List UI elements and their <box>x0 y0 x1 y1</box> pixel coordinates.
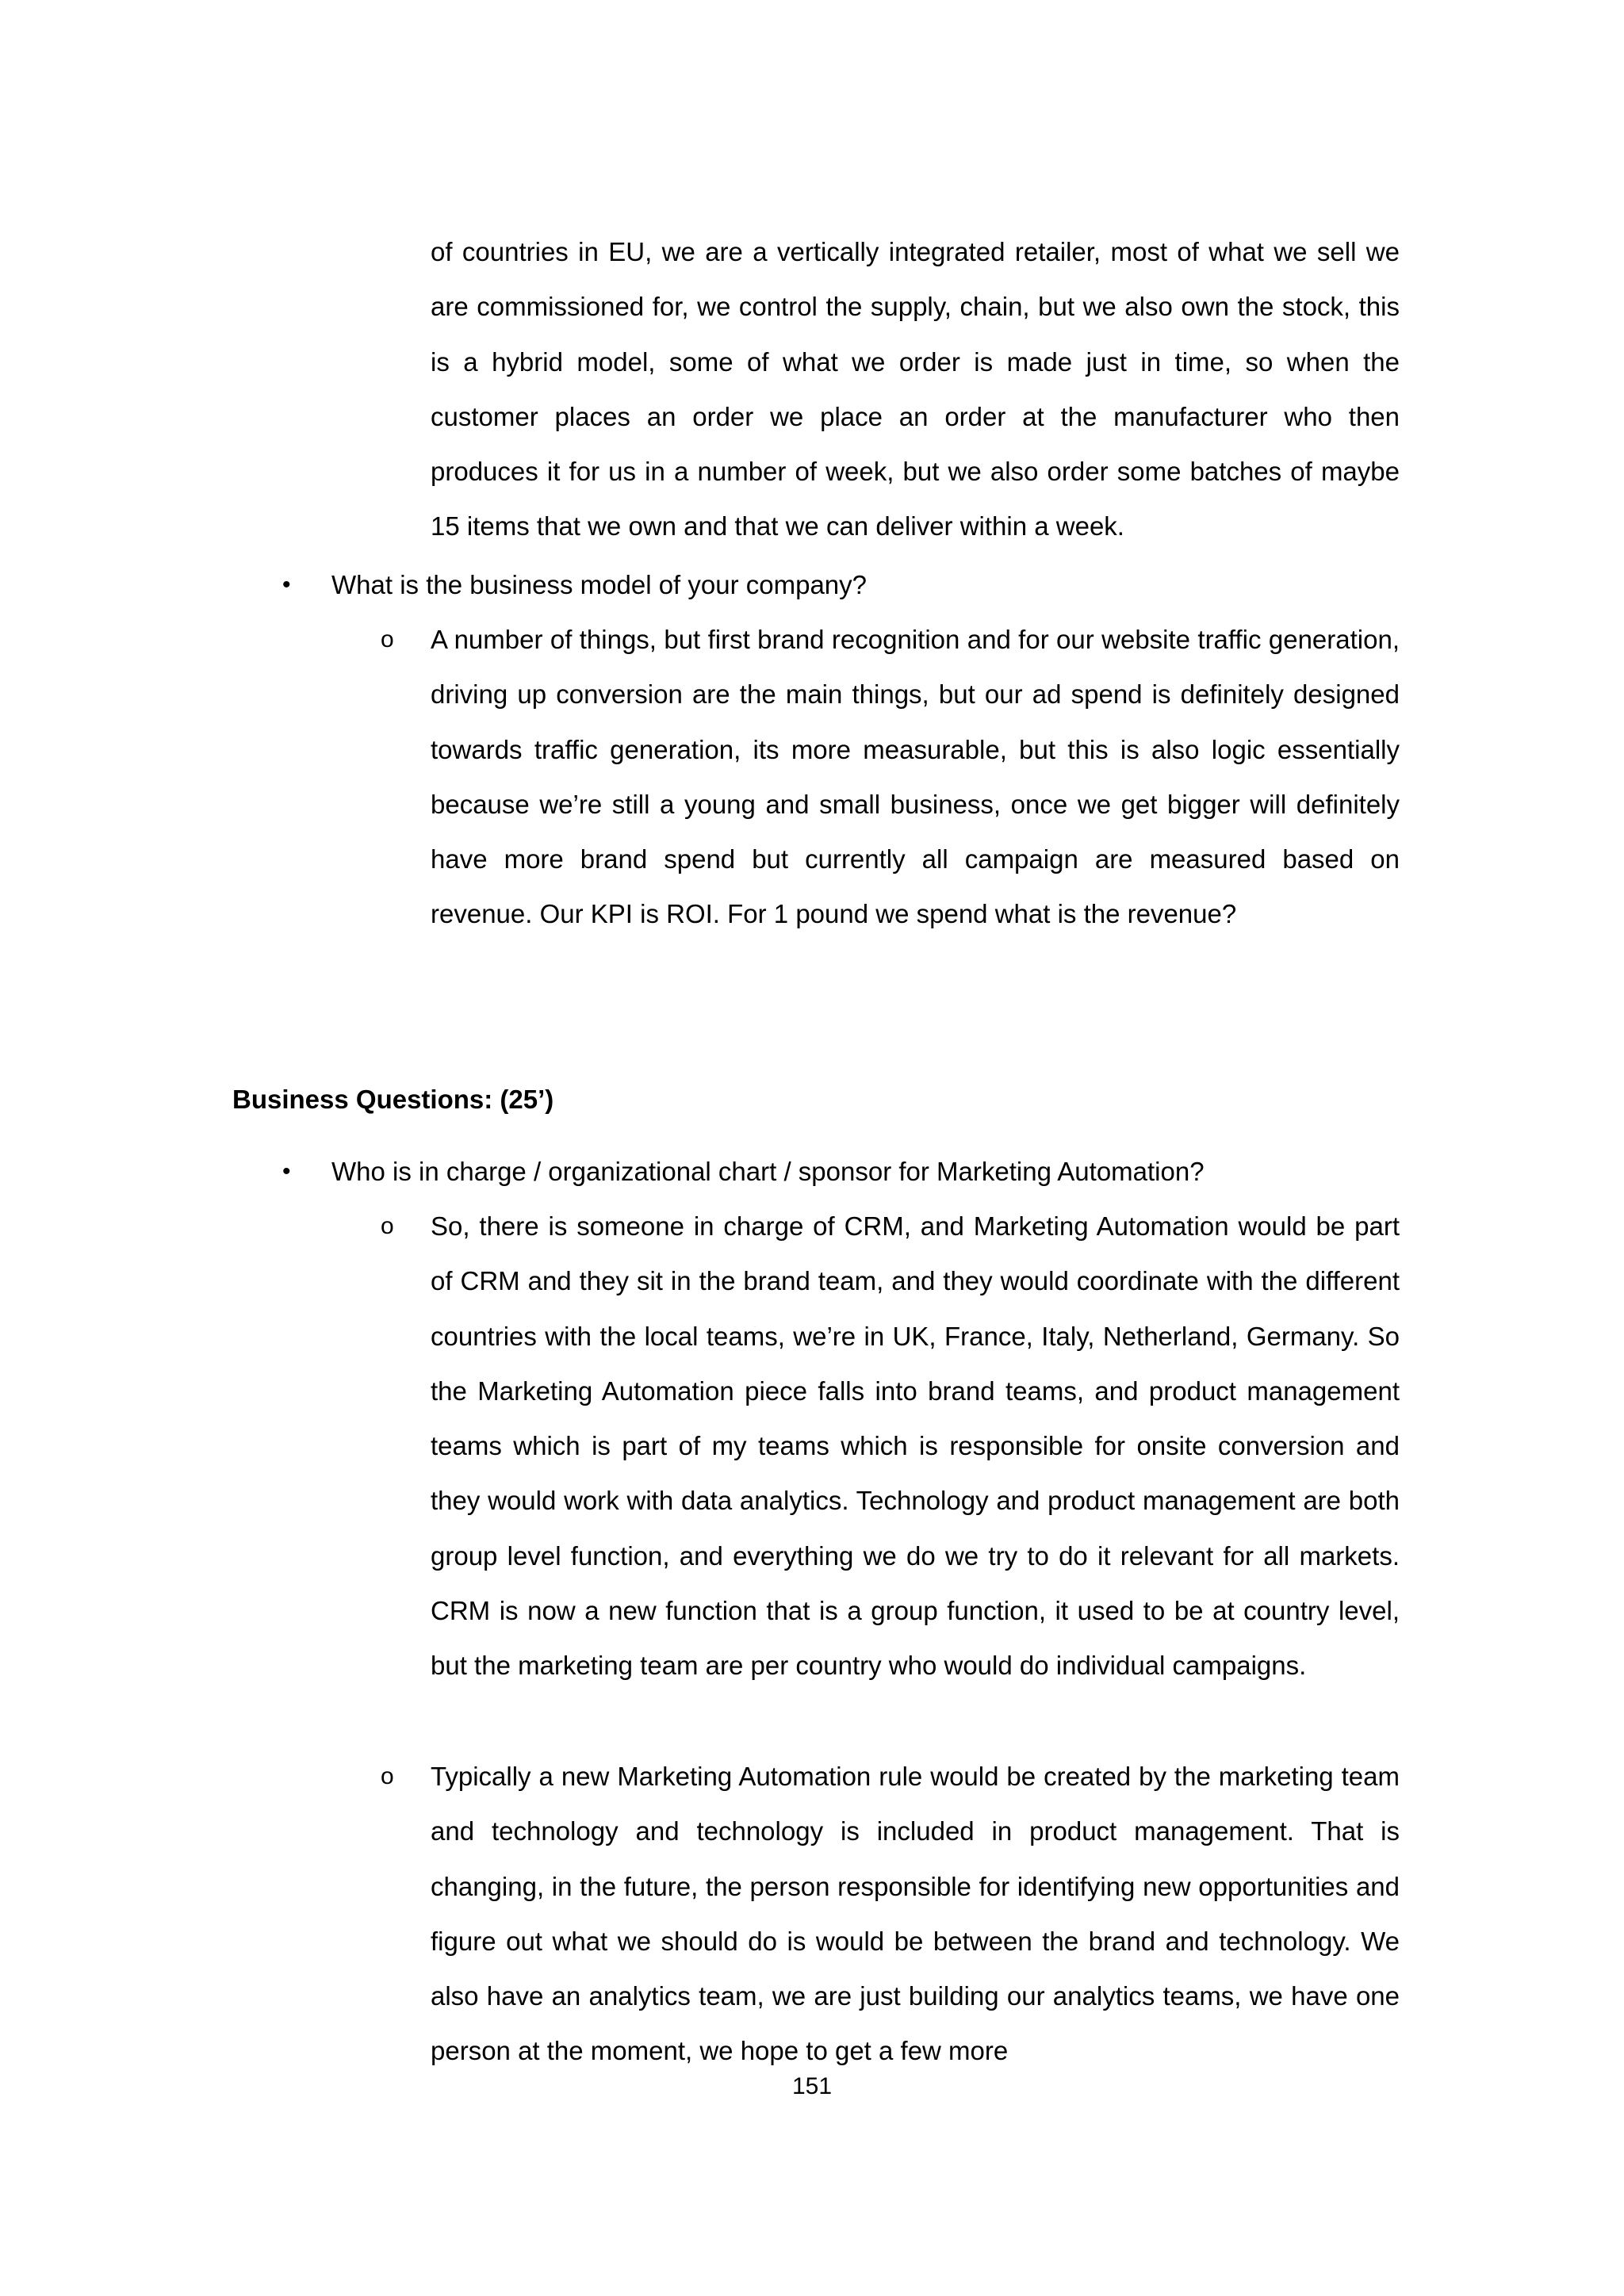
question-in-charge: Who is in charge / organizational chart / sponsor for Marketing Automation? <box>331 1157 1205 1186</box>
answer-in-charge-2: Typically a new Marketing Automation rule would be created by the marketing team and technology and technology is included in product management. That is changing, in the future, the person responsible for identifying new opportunities and figure out what we should do is would be between the brand and technology. We also have an analytics team, we are just building our analytics teams, we have one person at the moment, we hope to get a few more <box>431 1762 1400 2066</box>
sub-bullet-marker: o <box>381 626 394 652</box>
continuation-paragraph: of countries in EU, we are a vertically integrated retailer, most of what we sell we are commissioned for, we control the supply, chain, but we also own the stock, this is a hybrid model, some of what we order is made just in time, so when the customer places an order we place an order at the manufacturer who then produces it for us in a number of week, but we also order some batches of maybe 15 items that we own and that we can deliver within a week. <box>431 237 1400 541</box>
bullet-marker: • <box>282 1158 291 1184</box>
section-heading: Business Questions: (25’) <box>232 1085 554 1114</box>
bullet-marker: • <box>282 572 291 598</box>
question-business-model: What is the business model of your company? <box>331 570 868 599</box>
page-number: 151 <box>791 2073 833 2099</box>
answer-in-charge-1: So, there is someone in charge of CRM, and Marketing Automation would be part of CRM and they sit in the brand team, and they would coordinate with the different countries with the local teams, we’re in UK, France, Italy, Netherland, Germany. So the Marketing Automation piece falls into brand teams, and product management teams which is part of my teams which is responsible for onsite conversion and they would work with data analytics. Technology and product management are both group level function, and everything we do we try to do it relevant for all markets. CRM is now a new function that is a group function, it used to be at country level, but the marketing team are per country who would do individual campaigns. <box>431 1211 1400 1681</box>
sub-bullet-marker: o <box>381 1213 394 1239</box>
sub-bullet-marker: o <box>381 1763 394 1789</box>
answer-business-model: A number of things, but first brand recognition and for our website traffic generation, driving up conversion are the main things, but our ad spend is definitely designed towards traffic generation, its more measurable, but this is also logic essentially because we’re still a young and small business, once we get bigger will definitely have more brand spend but currently all campaign are measured based on revenue. Our KPI is ROI. For 1 pound we spend what is the revenue? <box>431 625 1400 929</box>
